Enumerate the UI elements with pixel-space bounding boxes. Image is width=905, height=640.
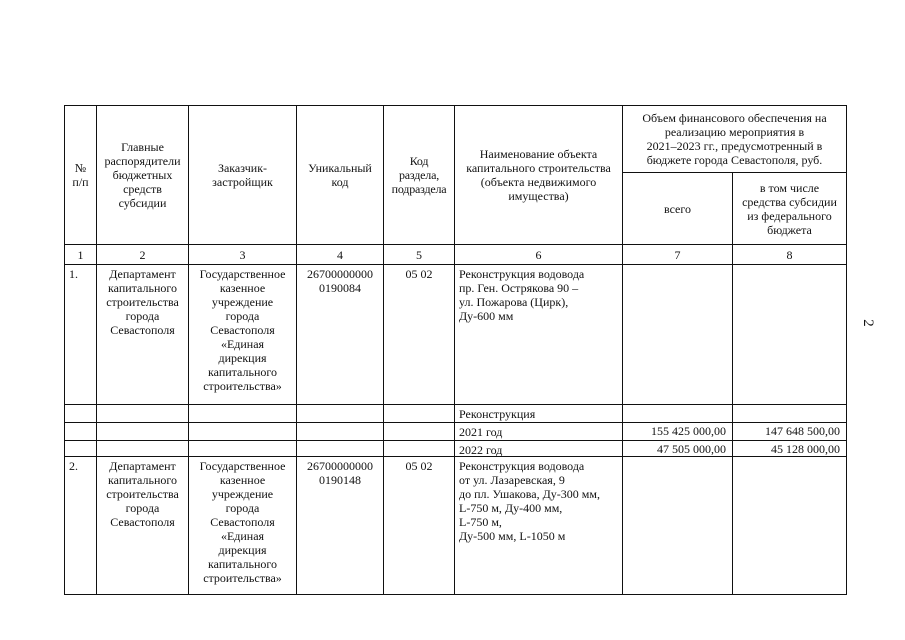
row2-customer: Государственное казенное учреждение города Севастополя «Единая дирекция капитального строительства» xyxy=(189,457,297,595)
row1-2021-empty-3 xyxy=(189,423,297,441)
row1-sub-empty-4 xyxy=(297,405,384,423)
row1-2021-federal: 147 648 500,00 xyxy=(733,423,847,441)
row1-sub-empty-5 xyxy=(384,405,455,423)
row2-number: 2. xyxy=(64,457,97,595)
header-total: всего xyxy=(623,173,733,245)
row2-unique-code: 26700000000 0190148 xyxy=(297,457,384,595)
row2-distributor: Департамент капитального строительства города Севастополя xyxy=(97,457,189,595)
row1-year-2021: 2021 год xyxy=(455,423,623,441)
column-number-6: 6 xyxy=(455,245,623,265)
row1-2021-empty-4 xyxy=(297,423,384,441)
row1-sub-empty-8 xyxy=(733,405,847,423)
row1-2022-empty-5 xyxy=(384,441,455,457)
row1-section-code: 05 02 xyxy=(384,265,455,405)
row1-2022-empty-2 xyxy=(97,441,189,457)
column-number-3: 3 xyxy=(189,245,297,265)
column-number-8: 8 xyxy=(733,245,847,265)
row1-sub-empty-7 xyxy=(623,405,733,423)
row1-sub-empty-2 xyxy=(97,405,189,423)
page-number: 2 xyxy=(860,319,876,327)
row1-federal-empty xyxy=(733,265,847,405)
row1-object-name: Реконструкция водовода пр. Ген. Острякова 90 – ул. Пожарова (Цирк), Ду-600 мм xyxy=(455,265,623,405)
row1-number: 1. xyxy=(64,265,97,405)
column-number-7: 7 xyxy=(623,245,733,265)
header-federal-subsidy: в том числе средства субсидии из федерального бюджета xyxy=(733,173,847,245)
column-number-2: 2 xyxy=(97,245,189,265)
row1-2022-empty-3 xyxy=(189,441,297,457)
row1-distributor: Департамент капитального строительства города Севастополя xyxy=(97,265,189,405)
header-customer-developer: Заказчик- застройщик xyxy=(189,105,297,245)
row1-year-2022: 2022 год xyxy=(455,441,623,457)
row1-customer: Государственное казенное учреждение города Севастополя «Единая дирекция капитального строительства» xyxy=(189,265,297,405)
row1-sub-empty-1 xyxy=(64,405,97,423)
header-funding-group: Объем финансового обеспечения на реализацию мероприятия в 2021–2023 гг., предусмотренный в бюджете города Севастополя, руб. xyxy=(623,105,847,173)
row2-section-code: 05 02 xyxy=(384,457,455,595)
header-unique-code: Уникальный код xyxy=(297,105,384,245)
row2-object-name: Реконструкция водовода от ул. Лазаревская, 9 до пл. Ушакова, Ду-300 мм, L-750 м, Ду-400 мм, L-750 м, Ду-500 мм, L-1050 м xyxy=(455,457,623,595)
header-section-code: Код раздела, подраздела xyxy=(384,105,455,245)
row1-total-empty xyxy=(623,265,733,405)
row1-2022-federal: 45 128 000,00 xyxy=(733,441,847,457)
row1-unique-code: 26700000000 0190084 xyxy=(297,265,384,405)
header-row-number: № п/п xyxy=(64,105,97,245)
row2-total-empty xyxy=(623,457,733,595)
row1-reconstruction-label: Реконструкция xyxy=(455,405,623,423)
row1-2021-empty-5 xyxy=(384,423,455,441)
row1-2021-empty-2 xyxy=(97,423,189,441)
column-number-5: 5 xyxy=(384,245,455,265)
row1-2021-empty-1 xyxy=(64,423,97,441)
row2-federal-empty xyxy=(733,457,847,595)
row1-2022-empty-4 xyxy=(297,441,384,457)
column-number-4: 4 xyxy=(297,245,384,265)
row1-2022-total: 47 505 000,00 xyxy=(623,441,733,457)
row1-2022-empty-1 xyxy=(64,441,97,457)
column-number-1: 1 xyxy=(64,245,97,265)
row1-sub-empty-3 xyxy=(189,405,297,423)
row1-2021-total: 155 425 000,00 xyxy=(623,423,733,441)
header-budget-distributors: Главные распорядители бюджетных средств субсидии xyxy=(97,105,189,245)
header-object-name: Наименование объекта капитального строительства (объекта недвижимого имущества) xyxy=(455,105,623,245)
